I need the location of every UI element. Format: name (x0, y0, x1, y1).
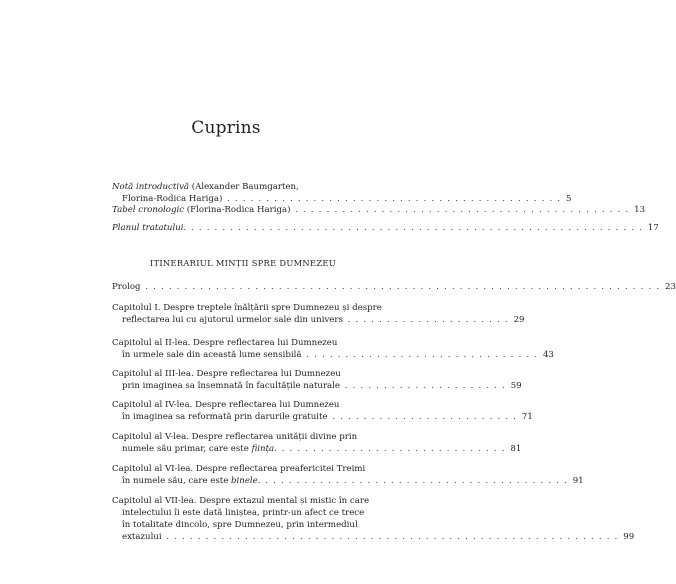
page-number: 23 (665, 282, 676, 292)
page-number: 29 (513, 315, 525, 325)
page-number: 17 (647, 223, 659, 233)
toc-entry-chapter-7: Capitolul al VII-lea. Despre extazul mental și mistic în care intelectului îi este dată liniștea, printr-un afect ce trece în totalitate dincolo, spre Dumnezeu, prin intermediul extazului . . . . . . . . . . . . . . . . . . . . . . . . . . . . . . . . . . . . . . . . . . . . . . . . . . . . . . . . . . 99 (112, 496, 635, 542)
dot-leader: . . . . . . . . . . . . . . . . . . . . . . . . . . . . . . (306, 350, 539, 360)
page-title: Cuprins (191, 118, 261, 138)
toc-entry-chapter-3: Capitolul al III-lea. Despre reflectarea lui Dumnezeu prin imaginea sa însemnată în facultățile naturale . . . . . . . . . . . . . . . . . . . . . 59 (112, 369, 522, 391)
dot-leader: . . . . . . . . . . . . . . . . . . . . . . . . . . . . . (281, 444, 506, 454)
toc-entry-treatise-plan: Planul tratatului. . . . . . . . . . . . . . . . . . . . . . . . . . . . . . . . . . . . . . . . . . . . . . . . . . . . . . . . . . . 17 (112, 223, 659, 233)
toc-entry-introductory-note: Notă introductivă (Alexander Baumgarten, Florina-Rodica Hariga) . . . . . . . . . . . . . . . . . . . . . . . . . . . . . . . . . . . . . . . . . . . 5 (112, 182, 572, 204)
page-number: 5 (566, 194, 572, 204)
dot-leader: . . . . . . . . . . . . . . . . . . . . . . . . (332, 412, 518, 422)
toc-entry-chapter-1: Capitolul I. Despre treptele înălțării spre Dumnezeu și despre reflectarea lui cu ajutorul urmelor sale din univers . . . . . . . . . . . . . . . . . . . . . 29 (112, 303, 525, 325)
dot-leader: . . . . . . . . . . . . . . . . . . . . . . . . . . . . . . . . . . . . . . . . . . . . . . . . . . . . . . . . . . (166, 532, 619, 542)
toc-entry-chapter-2: Capitolul al II-lea. Despre reflectarea lui Dumnezeu în urmele sale din această lume sensibilă . . . . . . . . . . . . . . . . . . . . . . . . . . . . . . 43 (112, 338, 554, 360)
toc-entry-chronology: Tabel cronologic (Florina-Rodica Hariga) . . . . . . . . . . . . . . . . . . . . . . . . . . . . . . . . . . . . . . . . . . . 13 (112, 205, 646, 215)
page-number: 99 (623, 532, 635, 542)
dot-leader: . . . . . . . . . . . . . . . . . . . . . (347, 315, 509, 325)
page-number: 59 (510, 381, 522, 391)
page-number: 13 (634, 205, 646, 215)
dot-leader: . . . . . . . . . . . . . . . . . . . . . (344, 381, 506, 391)
section-heading: ITINERARIUL MINȚII SPRE DUMNEZEU (149, 258, 337, 268)
dot-leader: . . . . . . . . . . . . . . . . . . . . . . . . . . . . . . . . . . . . . . . . . . . . . . . . . . . . . . . . . . (190, 223, 644, 233)
page-number: 71 (521, 412, 533, 422)
dot-leader: . . . . . . . . . . . . . . . . . . . . . . . . . . . . . . . . . . . . . . . . . . . (295, 205, 630, 215)
dot-leader: . . . . . . . . . . . . . . . . . . . . . . . . . . . . . . . . . . . . . . . (265, 476, 568, 486)
toc-entry-chapter-5: Capitolul al V-lea. Despre reflectarea unității divine prin numele său primar, care este ființa. . . . . . . . . . . . . . . . . . . . . . . . . . . . . . 81 (112, 432, 522, 454)
toc-entry-chapter-4: Capitolul al IV-lea. Despre reflectarea lui Dumnezeu în imaginea sa reformată prin darurile gratuite . . . . . . . . . . . . . . . . . . . . . . . . 71 (112, 400, 533, 422)
page-number: 81 (510, 444, 522, 454)
page-number: 43 (542, 350, 554, 360)
toc-entry-prolog: Prolog . . . . . . . . . . . . . . . . . . . . . . . . . . . . . . . . . . . . . . . . . . . . . . . . . . . . . . . . . . . . . . . . . . 23 (112, 282, 676, 292)
toc-entry-chapter-6: Capitolul al VI-lea. Despre reflectarea preafericitei Treimi în numele său, care este binele. . . . . . . . . . . . . . . . . . . . . . . . . . . . . . . . . . . . . . . . 91 (112, 464, 584, 486)
dot-leader: . . . . . . . . . . . . . . . . . . . . . . . . . . . . . . . . . . . . . . . . . . . (227, 194, 562, 204)
dot-leader: . . . . . . . . . . . . . . . . . . . . . . . . . . . . . . . . . . . . . . . . . . . . . . . . . . . . . . . . . . . . . . . . . . (145, 282, 661, 292)
page-number: 91 (572, 476, 584, 486)
